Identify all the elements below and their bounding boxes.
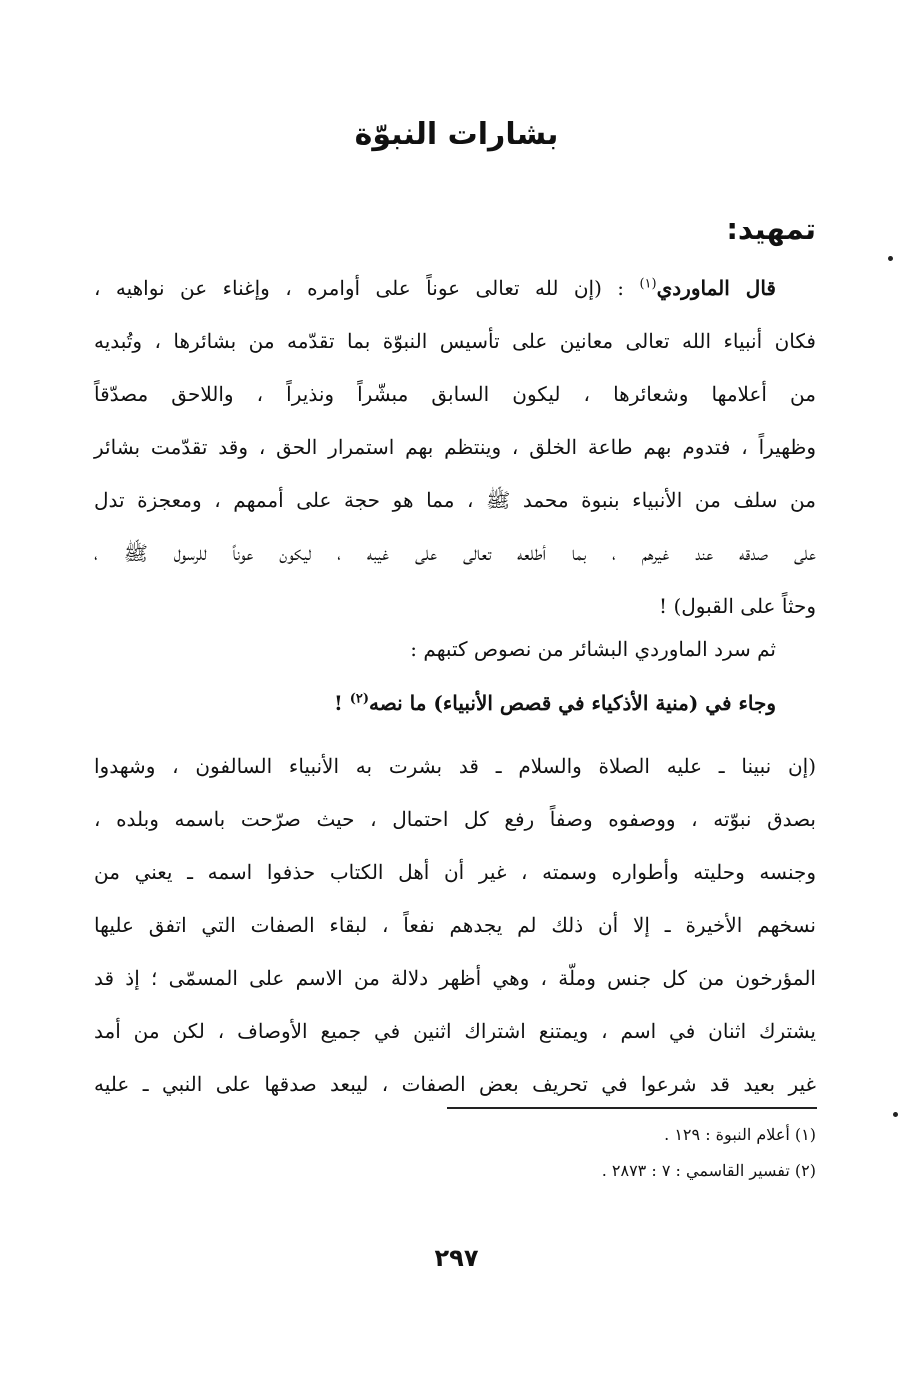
text-line: وجنسه وحليته وأطواره وسمته ، غير أن أهل الكتاب حذفوا اسمه ـ يعني من (94, 860, 816, 884)
page-number: ٢٩٧ (434, 1244, 479, 1272)
text-line: على صدقه عند غيرهم ، بما أطلعه تعالى على غيبه ، ليكون عوناً للرسول ﷺ ، (94, 541, 816, 565)
chapter-title: بشارات النبوّة (354, 117, 559, 152)
section-heading: تمهيد: (726, 212, 816, 246)
text-line: يشترك اثنان في اسم ، ويمتنع اشتراك اثنين في جميع الأوصاف ، لكن من أمد (94, 1019, 816, 1043)
text-line: المؤرخون من كل جنس وملّة ، وهي أظهر دلالة من الاسم على المسمّى ؛ إذ قد (94, 966, 816, 990)
text-line: وظهيراً ، فتدوم بهم طاعة الخلق ، وينتظم بهم استمرار الحق ، وقد تقدّمت بشائر (94, 435, 816, 459)
text-line: من أعلامها وشعائرها ، ليكون السابق مبشّراً ونذيراً ، واللاحق مصدّقاً (94, 382, 816, 406)
text-line: وجاء في (منية الأذكياء في قصص الأنبياء) ما نصه$^{(٢)}$ ! (333, 691, 776, 715)
footnote-2: (٢) تفسير القاسمي : ٧ : ٢٨٧٣ . (601, 1161, 816, 1180)
text-line: (إن نبينا ـ عليه الصلاة والسلام ـ قد بشرت به الأنبياء السالفون ، وشهدوا (94, 754, 816, 778)
scan-speck (888, 256, 893, 261)
text-line: قال الماوردي$^{(١)}$ : (إن لله تعالى عوناً على أوامره ، وإغناء عن نواهيه ، (94, 276, 776, 300)
scan-speck (893, 1112, 898, 1117)
paragraph-mawardi-quote (94, 262, 816, 633)
text-line: نسخهم الأخيرة ـ إلا أن ذلك لم يجدهم نفعاً ، لبقاء الصفات التي اتفق عليها (94, 913, 816, 937)
footnote-1: (١) أعلام النبوة : ١٢٩ . (664, 1125, 816, 1144)
text-line: من سلف من الأنبياء بنبوة محمد ﷺ ، مما هو حجة على أممهم ، ومعجزة تدل (94, 488, 816, 512)
footnote-ref: (١) (639, 276, 657, 292)
paragraph-narration (94, 623, 816, 676)
text-line: وحثاً على القبول) ! (659, 594, 816, 618)
text-line: غير بعيد قد شرعوا في تحريف بعض الصفات ، ليبعد صدقها على النبي ـ عليه (94, 1072, 816, 1096)
footnote-ref: (٢) (349, 691, 370, 707)
text-line: بصدق نبوّته ، ووصفوه وصفاً رفع كل احتمال ، حيث صرّحت باسمه وبلده ، (94, 807, 816, 831)
footnote-separator (447, 1107, 817, 1109)
paragraph-prophecy-text (94, 740, 816, 1111)
paragraph-source-citation (94, 677, 816, 730)
text-line: فكان أنبياء الله تعالى معانين على تأسيس النبوّة بما تقدّمه من بشائرها ، وتُبديه (94, 329, 816, 353)
text-line: ثم سرد الماوردي البشائر من نصوص كتبهم : (410, 637, 776, 661)
